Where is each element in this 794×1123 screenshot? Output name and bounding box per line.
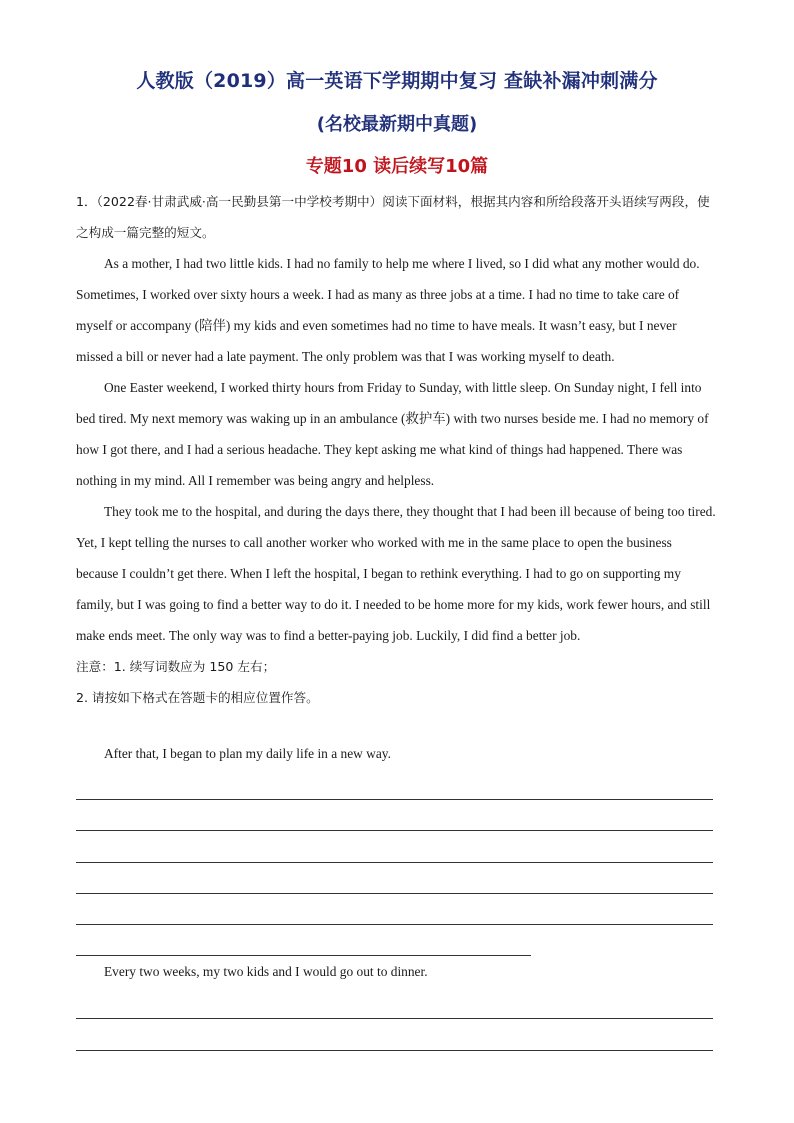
answer-line[interactable] bbox=[76, 1018, 713, 1019]
question-intro: 1．（2022春·甘肃武威·高一民勤县第一中学校考期中）阅读下面材料，根据其内容和所给段落开头语续写两段，使之构成一篇完整的短文。 bbox=[76, 194, 710, 240]
answer-line[interactable] bbox=[76, 1050, 713, 1051]
passage-paragraph-1: As a mother, I had two little kids. I had no family to help me where I lived, so I did what any mother would do. Sometimes, I worked over sixty hours a week. I had as many as three jobs at a time. I had no time to take care of myself or accompany (陪伴) my kids and even sometimes had no time to have meals. It wasn’t easy, but I never missed a bill or never had a late payment. The only problem was that I was working myself to death. bbox=[76, 256, 700, 364]
document-subtitle: (名校最新期中真题) bbox=[316, 114, 478, 135]
passage-paragraph-3: They took me to the hospital, and during the days there, they thought that I had been ill because of being too tired. Yet, I kept telling the nurses to call another worker who worked with me in the same place to open the business because I couldn’t get there. When I left the hospital, I began to rethink everything. I had to go on supporting my family, but I was going to find a better way to do it. I needed to be home more for my kids, work fewer hours, and still make ends meet. The only way was to find a better-paying job. Luckily, I did find a better job. bbox=[76, 504, 716, 643]
paragraph-prompt-2: Every two weeks, my two kids and I would go out to dinner. bbox=[104, 964, 428, 979]
paragraph-prompt-1: After that, I began to plan my daily life in a new way. bbox=[104, 746, 391, 761]
topic-title: 专题10 读后续写10篇 bbox=[305, 156, 489, 177]
note-2: 2. 请按如下格式在答题卡的相应位置作答。 bbox=[76, 690, 319, 705]
answer-line[interactable] bbox=[76, 893, 713, 894]
document-title: 人教版（2019）高一英语下学期期中复习 查缺补漏冲刺满分 bbox=[136, 70, 658, 92]
answer-line[interactable] bbox=[76, 799, 713, 800]
passage-paragraph-2: One Easter weekend, I worked thirty hours from Friday to Sunday, with little sleep. On Sunday night, I fell into bed tired. My next memory was waking up in an ambulance (救护车) with two nurses beside me. I had no memory of how I got there, and I had a serious headache. They kept asking me what kind of things had happened. There was nothing in my mind. All I remember was being angry and helpless. bbox=[76, 380, 709, 488]
answer-line[interactable] bbox=[76, 862, 713, 863]
answer-line[interactable] bbox=[76, 924, 713, 925]
note-1: 注意：1. 续写词数应为 150 左右； bbox=[76, 659, 276, 674]
answer-line[interactable] bbox=[76, 955, 531, 956]
question-body bbox=[76, 186, 716, 713]
answer-line[interactable] bbox=[76, 830, 713, 831]
